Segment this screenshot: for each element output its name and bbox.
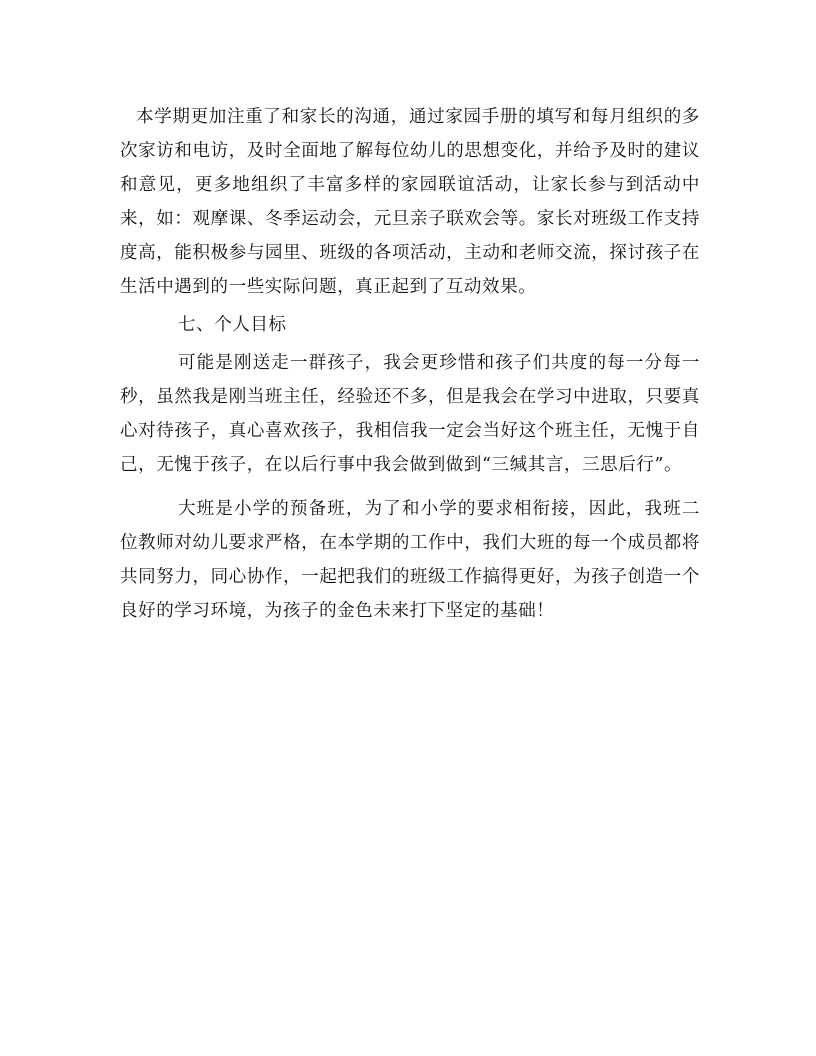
paragraph-class-summary: 大班是小学的预备班，为了和小学的要求相衔接，因此，我班二位教师对幼儿要求严格，在本学期的工作中，我们大班的每一个成员都将共同努力，同心协作，一起把我们的班级工作搞得更好，为孩子创造一个良好的学习环境，为孩子的金色未来打下坚定的基础！ — [120, 499, 700, 621]
section-heading-personal-goals: 七、个人目标 — [178, 315, 287, 335]
document-body — [120, 100, 700, 628]
paragraph-parent-communication: 本学期更加注重了和家长的沟通，通过家园手册的填写和每月组织的多次家访和电访，及时全面地了解每位幼儿的思想变化，并给予及时的建议和意见，更多地组织了丰富多样的家园联谊活动，让家长参与到活动中来，如：观摩课、冬季运动会，元旦亲子联欢会等。家长对班级工作支持度高，能积极参与园里、班级的各项活动，主动和老师交流，探讨孩子在生活中遇到的一些实际问题，真正起到了互动效果。 — [120, 107, 700, 297]
paragraph-gap — [120, 482, 700, 492]
paragraph-personal-goals: 可能是刚送走一群孩子，我会更珍惜和孩子们共度的每一分每一秒，虽然我是刚当班主任，经验还不多，但是我会在学习中进取，只要真心对待孩子，真心喜欢孩子，我相信我一定会当好这个班主任，无愧于自己，无愧于孩子，在以后行事中我会做到做到“三缄其言，三思后行”。 — [120, 353, 700, 475]
